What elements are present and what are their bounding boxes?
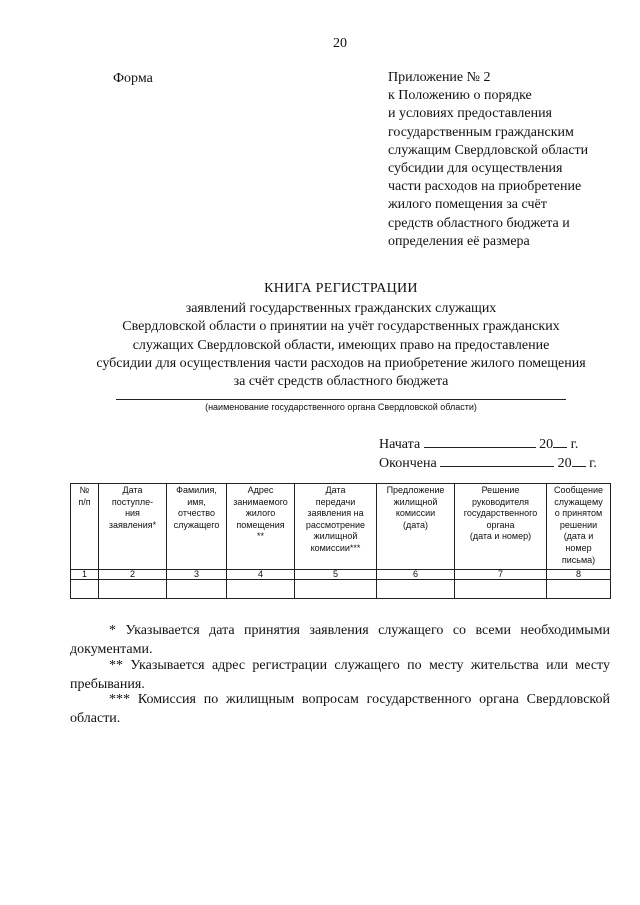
org-name-caption: (наименование государственного органа Свердловской области) bbox=[205, 402, 477, 412]
appendix-line: определения её размера bbox=[388, 233, 530, 249]
empty-cell bbox=[71, 580, 99, 599]
header-cell-address: Адрес занимаемого жилого помещения ** bbox=[227, 484, 295, 570]
started-year-blank bbox=[553, 433, 567, 448]
empty-cell bbox=[547, 580, 611, 599]
appendix-line: к Положению о порядке bbox=[388, 88, 532, 104]
book-title: КНИГА РЕГИСТРАЦИИ bbox=[264, 281, 418, 296]
registration-table bbox=[70, 483, 611, 599]
book-subtitle bbox=[0, 300, 640, 391]
footnote-2: ** Указывается адрес регистрации служащего по месту жительства или месту пребывания. bbox=[70, 658, 610, 692]
empty-cell bbox=[377, 580, 455, 599]
header-cell-transfer-date: Дата передачи заявления на рассмотрение жилищной комиссии*** bbox=[295, 484, 377, 570]
empty-cell bbox=[99, 580, 167, 599]
appendix-line: части расходов на приобретение bbox=[388, 179, 582, 195]
empty-cell bbox=[167, 580, 227, 599]
appendix-line: служащим Свердловской области bbox=[388, 142, 589, 158]
started-date-row bbox=[379, 433, 578, 453]
subtitle-line: за счёт средств областного бюджета bbox=[233, 374, 449, 390]
ended-label: Окончена bbox=[379, 456, 437, 471]
appendix-line: государственным гражданским bbox=[388, 124, 574, 140]
column-number-cell: 6 bbox=[377, 570, 455, 580]
page-number: 20 bbox=[333, 36, 347, 51]
header-cell-full-name: Фамилия, имя, отчество служащего bbox=[167, 484, 227, 570]
subtitle-line: заявлений государственных гражданских служащих bbox=[185, 301, 497, 316]
column-number-cell: 1 bbox=[71, 570, 99, 580]
empty-cell bbox=[295, 580, 377, 599]
started-year-suffix: г. bbox=[570, 437, 579, 452]
column-number-cell: 8 bbox=[547, 570, 611, 580]
started-date-blank bbox=[424, 433, 536, 448]
header-cell-number: № п/п bbox=[71, 484, 99, 570]
footnote-1: * Указывается дата принятия заявления служащего со всеми необходимыми документами. bbox=[70, 623, 610, 657]
appendix-line: жилого помещения за счёт bbox=[388, 197, 547, 213]
ended-year-blank bbox=[572, 452, 586, 467]
form-label: Форма bbox=[113, 71, 153, 86]
column-number-cell: 4 bbox=[227, 570, 295, 580]
appendix-line: средств областного бюджета и bbox=[388, 215, 570, 231]
empty-cell bbox=[455, 580, 547, 599]
column-number-cell: 7 bbox=[455, 570, 547, 580]
subtitle-line: субсидии для осуществления части расходов на приобретение жилого помещения bbox=[96, 355, 586, 371]
ended-year-prefix: 20 bbox=[557, 456, 572, 471]
appendix-header bbox=[388, 69, 588, 251]
header-cell-receipt-date: Дата поступле- ния заявления* bbox=[99, 484, 167, 570]
ended-year-suffix: г. bbox=[589, 456, 597, 471]
appendix-line: субсидии для осуществления bbox=[388, 161, 563, 177]
table-empty-row bbox=[71, 580, 611, 599]
ended-date-blank bbox=[440, 452, 554, 467]
subtitle-line: Свердловской области о принятии на учёт государственных гражданских bbox=[122, 319, 560, 335]
header-cell-head-decision: Решение руководителя государственного органа (дата и номер) bbox=[455, 484, 547, 570]
empty-cell bbox=[227, 580, 295, 599]
table-number-row bbox=[71, 570, 611, 580]
appendix-line: и условиях предоставления bbox=[388, 106, 552, 122]
started-label: Начата bbox=[379, 437, 421, 452]
subtitle-line: служащих Свердловской области, имеющих право на предоставление bbox=[132, 337, 550, 353]
column-number-cell: 2 bbox=[99, 570, 167, 580]
footnote-3: *** Комиссия по жилищным вопросам государственного органа Свердловской области. bbox=[70, 692, 610, 726]
header-cell-commission-proposal: Предложение жилищной комиссии (дата) bbox=[377, 484, 455, 570]
column-number-cell: 3 bbox=[167, 570, 227, 580]
started-year-prefix: 20 bbox=[539, 437, 554, 452]
header-cell-notification: Сообщение служащему о принятом решении (дата и номер письма) bbox=[547, 484, 611, 570]
appendix-line: Приложение № 2 bbox=[388, 70, 491, 85]
ended-date-row bbox=[379, 452, 597, 472]
org-name-line bbox=[116, 399, 566, 400]
column-number-cell: 5 bbox=[295, 570, 377, 580]
table-header-row bbox=[71, 484, 611, 570]
